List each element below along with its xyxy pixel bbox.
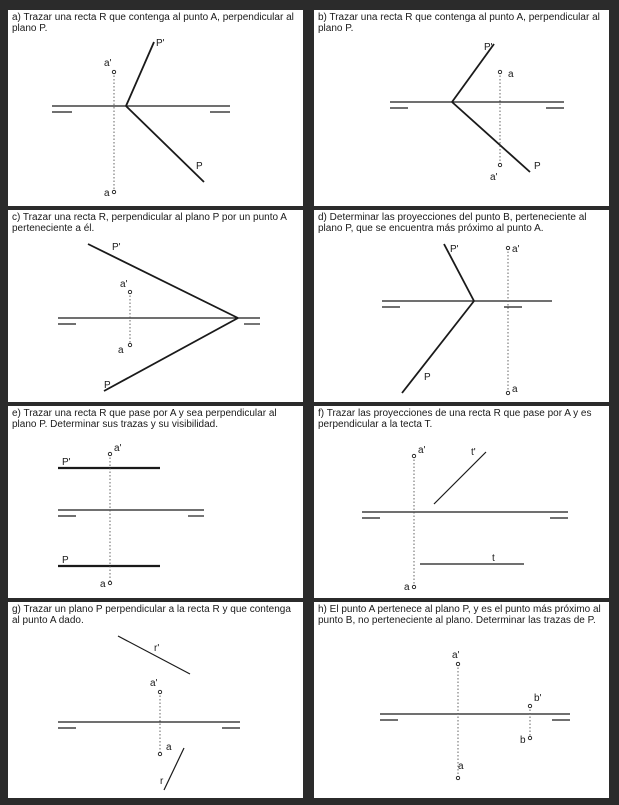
label-a-vertical: a' [490,172,498,183]
exercise-panel-c [8,210,303,402]
label-plane-horizontal: P [104,380,111,391]
label-plane-vertical: P' [112,242,121,253]
point-a-horizontal [158,752,161,755]
point-a-horizontal [456,776,459,779]
label-a-vertical: a' [150,678,158,689]
point-a-horizontal [108,581,111,584]
point-a-vertical [412,454,415,457]
exercise-f-prompt: f) Trazar las proyecciones de una recta R que pase por A y es perpendicular a la tecta T. [318,408,592,430]
exercise-panel-f [314,406,609,598]
plane-horizontal-trace [402,301,474,393]
plane-vertical-trace [126,42,154,106]
label-plane-vertical: P' [484,42,493,53]
exercise-panel-e [8,406,303,598]
label-b-horizontal: b [520,735,526,746]
label-a-vertical: a' [104,58,112,69]
point-a-vertical [506,246,509,249]
point-a-horizontal [498,163,501,166]
label-t-horizontal: t [492,553,495,564]
exercise-d-prompt: d) Determinar las proyecciones del punto B, perteneciente al plano P, que se encuentra más próximo al punto A. [318,212,587,234]
label-a-vertical: a' [120,279,128,290]
plane-horizontal-trace [126,106,204,182]
label-plane-horizontal: P [62,555,69,566]
exercise-b-prompt: b) Trazar una recta R que contenga al punto A, perpendicular al plano P. [318,12,600,34]
exercise-a-drawing [8,10,303,206]
plane-vertical-trace [444,244,474,301]
label-plane-horizontal: P [534,161,541,172]
label-a-vertical: a' [452,650,460,661]
label-plane-vertical: P' [62,457,71,468]
exercise-panel-h [314,602,609,798]
line-r-horizontal [164,748,184,790]
exercise-c-drawing [8,210,303,402]
line-t-vertical [434,452,486,504]
label-a-horizontal: a [508,69,514,80]
point-a-vertical [112,70,115,73]
exercise-e-drawing [8,406,303,598]
exercise-panel-a [8,10,303,206]
exercise-panel-b [314,10,609,206]
exercise-g-prompt: g) Trazar un plano P perpendicular a la recta R y que contenga al punto A dado. [12,604,291,626]
exercise-g-drawing [8,602,303,798]
point-a-horizontal [412,585,415,588]
point-a-vertical [128,290,131,293]
label-a-horizontal: a [458,761,464,772]
label-a-horizontal: a [118,345,124,356]
point-a-vertical [158,690,161,693]
line-r-vertical [118,636,190,674]
label-a-horizontal: a [100,579,106,590]
point-a-horizontal [128,343,131,346]
exercise-panel-d [314,210,609,402]
exercise-b-drawing [314,10,609,206]
label-b-vertical: b' [534,693,542,704]
exercise-a-prompt: a) Trazar una recta R que contenga al punto A, perpendicular al plano P. [12,12,294,34]
point-b-horizontal [528,736,531,739]
label-plane-horizontal: P [424,372,431,383]
label-a-horizontal: a [166,742,172,753]
plane-vertical-trace [88,244,238,318]
exercise-e-prompt: e) Trazar una recta R que pase por A y sea perpendicular al plano P. Determinar sus trazas y su visibilidad. [12,408,277,430]
label-r-horizontal: r [160,776,164,787]
point-a-vertical [108,452,111,455]
label-plane-vertical: P' [156,38,165,49]
exercise-d-drawing [314,210,609,402]
point-a-horizontal [112,190,115,193]
label-a-vertical: a' [418,445,426,456]
label-a-horizontal: a [512,384,518,395]
label-plane-vertical: P' [450,244,459,255]
point-b-vertical [528,704,531,707]
plane-horizontal-trace [104,318,238,391]
label-a-horizontal: a [104,188,110,199]
label-t-vertical: t' [471,447,476,458]
exercise-c-prompt: c) Trazar una recta R, perpendicular al plano P por un punto A perteneciente a él. [12,212,287,234]
exercise-panel-g [8,602,303,798]
label-r-vertical: r' [154,643,160,654]
point-a-vertical [498,70,501,73]
exercise-h-drawing [314,602,609,798]
exercise-h-prompt: h) El punto A pertenece al plano P, y es el punto más próximo al punto B, no perteneciente al plano. Determinar las trazas de P. [318,604,601,626]
label-a-horizontal: a [404,582,410,593]
label-a-vertical: a' [512,244,520,255]
label-a-vertical: a' [114,443,122,454]
label-plane-horizontal: P [196,161,203,172]
point-a-vertical [456,662,459,665]
point-a-horizontal [506,391,509,394]
exercise-f-drawing [314,406,609,598]
plane-horizontal-trace [452,102,530,172]
